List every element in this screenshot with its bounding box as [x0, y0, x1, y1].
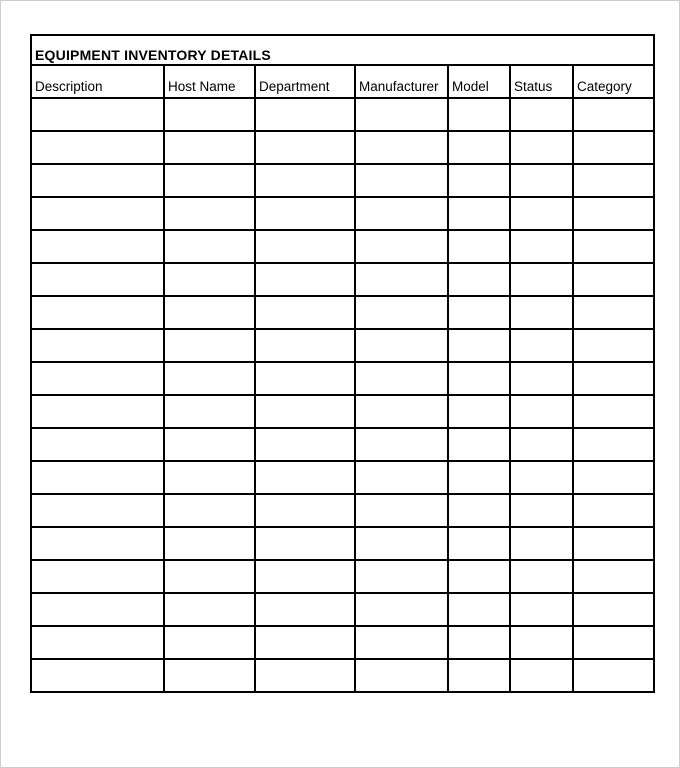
- table-cell-manufacturer[interactable]: [355, 263, 448, 296]
- table-cell-manufacturer[interactable]: [355, 197, 448, 230]
- table-row: [31, 593, 654, 626]
- table-cell-manufacturer[interactable]: [355, 164, 448, 197]
- table-cell-description[interactable]: [31, 329, 164, 362]
- table-cell-status[interactable]: [510, 593, 573, 626]
- table-row: [31, 395, 654, 428]
- table-cell-category[interactable]: [573, 164, 654, 197]
- table-cell-model[interactable]: [448, 461, 510, 494]
- table-cell-department[interactable]: [255, 263, 355, 296]
- table-cell-department[interactable]: [255, 593, 355, 626]
- table-cell-category[interactable]: [573, 395, 654, 428]
- table-cell-description[interactable]: [31, 263, 164, 296]
- table-cell-model[interactable]: [448, 98, 510, 131]
- table-cell-department[interactable]: [255, 560, 355, 593]
- table-cell-description[interactable]: [31, 164, 164, 197]
- table-cell-status[interactable]: [510, 659, 573, 692]
- table-cell-category[interactable]: [573, 560, 654, 593]
- table-cell-host-name[interactable]: [164, 659, 255, 692]
- table-row: [31, 329, 654, 362]
- table-cell-model[interactable]: [448, 428, 510, 461]
- column-header-department: Department: [255, 65, 355, 98]
- table-cell-status[interactable]: [510, 626, 573, 659]
- table-cell-category[interactable]: [573, 626, 654, 659]
- table-cell-department[interactable]: [255, 428, 355, 461]
- table-cell-model[interactable]: [448, 494, 510, 527]
- table-cell-category[interactable]: [573, 263, 654, 296]
- table-cell-host-name[interactable]: [164, 527, 255, 560]
- table-cell-category[interactable]: [573, 494, 654, 527]
- table-cell-description[interactable]: [31, 527, 164, 560]
- column-header-model: Model: [448, 65, 510, 98]
- table-cell-model[interactable]: [448, 263, 510, 296]
- table-cell-department[interactable]: [255, 329, 355, 362]
- table-cell-department[interactable]: [255, 296, 355, 329]
- table-cell-status[interactable]: [510, 494, 573, 527]
- table-row: [31, 626, 654, 659]
- table-cell-manufacturer[interactable]: [355, 461, 448, 494]
- table-cell-category[interactable]: [573, 428, 654, 461]
- table-cell-model[interactable]: [448, 362, 510, 395]
- table-row: [31, 494, 654, 527]
- table-cell-description[interactable]: [31, 296, 164, 329]
- table-cell-host-name[interactable]: [164, 98, 255, 131]
- table-cell-department[interactable]: [255, 395, 355, 428]
- table-cell-category[interactable]: [573, 461, 654, 494]
- table-cell-manufacturer[interactable]: [355, 395, 448, 428]
- table-cell-description[interactable]: [31, 395, 164, 428]
- table-cell-department[interactable]: [255, 527, 355, 560]
- column-header-manufacturer: Manufacturer: [355, 65, 448, 98]
- table-cell-description[interactable]: [31, 593, 164, 626]
- table-cell-manufacturer[interactable]: [355, 626, 448, 659]
- table-cell-category[interactable]: [573, 329, 654, 362]
- table-cell-description[interactable]: [31, 197, 164, 230]
- column-header-status: Status: [510, 65, 573, 98]
- table-cell-status[interactable]: [510, 362, 573, 395]
- table-row: [31, 98, 654, 131]
- table-cell-status[interactable]: [510, 395, 573, 428]
- table-cell-host-name[interactable]: [164, 362, 255, 395]
- table-cell-department[interactable]: [255, 494, 355, 527]
- table-cell-model[interactable]: [448, 395, 510, 428]
- table-cell-host-name[interactable]: [164, 395, 255, 428]
- table-cell-status[interactable]: [510, 197, 573, 230]
- table-cell-department[interactable]: [255, 461, 355, 494]
- table-row: [31, 230, 654, 263]
- table-cell-category[interactable]: [573, 98, 654, 131]
- table-cell-manufacturer[interactable]: [355, 98, 448, 131]
- column-header-host-name: Host Name: [164, 65, 255, 98]
- table-row: [31, 164, 654, 197]
- table-row: [31, 263, 654, 296]
- table-cell-host-name[interactable]: [164, 626, 255, 659]
- table-cell-manufacturer[interactable]: [355, 296, 448, 329]
- table-cell-description[interactable]: [31, 131, 164, 164]
- table-cell-host-name[interactable]: [164, 197, 255, 230]
- table-row: [31, 296, 654, 329]
- table-cell-department[interactable]: [255, 197, 355, 230]
- table-cell-status[interactable]: [510, 527, 573, 560]
- table-cell-status[interactable]: [510, 428, 573, 461]
- table-cell-model[interactable]: [448, 230, 510, 263]
- table-cell-description[interactable]: [31, 98, 164, 131]
- table-cell-model[interactable]: [448, 659, 510, 692]
- table-cell-description[interactable]: [31, 428, 164, 461]
- table-cell-status[interactable]: [510, 461, 573, 494]
- table-cell-status[interactable]: [510, 230, 573, 263]
- table-cell-model[interactable]: [448, 131, 510, 164]
- table-cell-category[interactable]: [573, 659, 654, 692]
- table-cell-description[interactable]: [31, 659, 164, 692]
- table-cell-model[interactable]: [448, 593, 510, 626]
- table-cell-department[interactable]: [255, 98, 355, 131]
- table-cell-category[interactable]: [573, 362, 654, 395]
- table-cell-description[interactable]: [31, 362, 164, 395]
- table-cell-host-name[interactable]: [164, 560, 255, 593]
- table-cell-department[interactable]: [255, 626, 355, 659]
- table-cell-model[interactable]: [448, 197, 510, 230]
- table-row: [31, 362, 654, 395]
- table-cell-status[interactable]: [510, 296, 573, 329]
- table-cell-category[interactable]: [573, 593, 654, 626]
- table-cell-department[interactable]: [255, 164, 355, 197]
- table-cell-category[interactable]: [573, 527, 654, 560]
- table-cell-description[interactable]: [31, 230, 164, 263]
- table-cell-host-name[interactable]: [164, 494, 255, 527]
- equipment-inventory-table: [30, 34, 655, 693]
- table-cell-host-name[interactable]: [164, 230, 255, 263]
- table-cell-manufacturer[interactable]: [355, 593, 448, 626]
- table-row: [31, 197, 654, 230]
- table-cell-manufacturer[interactable]: [355, 527, 448, 560]
- table-cell-status[interactable]: [510, 131, 573, 164]
- table-cell-description[interactable]: [31, 494, 164, 527]
- table-cell-model[interactable]: [448, 527, 510, 560]
- table-cell-manufacturer[interactable]: [355, 230, 448, 263]
- table-row: [31, 131, 654, 164]
- table-title: EQUIPMENT INVENTORY DETAILS: [31, 35, 654, 65]
- table-cell-model[interactable]: [448, 296, 510, 329]
- column-header-row: [31, 65, 654, 98]
- table-cell-department[interactable]: [255, 230, 355, 263]
- table-row: [31, 461, 654, 494]
- table-row: [31, 560, 654, 593]
- table-cell-department[interactable]: [255, 659, 355, 692]
- column-header-category: Category: [573, 65, 654, 98]
- table-cell-host-name[interactable]: [164, 461, 255, 494]
- table-cell-status[interactable]: [510, 263, 573, 296]
- table-cell-status[interactable]: [510, 560, 573, 593]
- table-cell-host-name[interactable]: [164, 593, 255, 626]
- table-cell-host-name[interactable]: [164, 428, 255, 461]
- table-title-row: [31, 35, 654, 65]
- table-cell-status[interactable]: [510, 329, 573, 362]
- table-cell-host-name[interactable]: [164, 296, 255, 329]
- table-cell-status[interactable]: [510, 98, 573, 131]
- table-cell-department[interactable]: [255, 131, 355, 164]
- table-cell-manufacturer[interactable]: [355, 659, 448, 692]
- table-row: [31, 659, 654, 692]
- column-header-description: Description: [31, 65, 164, 98]
- table-cell-category[interactable]: [573, 296, 654, 329]
- table-row: [31, 527, 654, 560]
- table-cell-host-name[interactable]: [164, 131, 255, 164]
- table-cell-host-name[interactable]: [164, 164, 255, 197]
- table-cell-status[interactable]: [510, 164, 573, 197]
- table-cell-category[interactable]: [573, 131, 654, 164]
- table-cell-manufacturer[interactable]: [355, 131, 448, 164]
- table-cell-model[interactable]: [448, 329, 510, 362]
- table-cell-manufacturer[interactable]: [355, 560, 448, 593]
- table-cell-manufacturer[interactable]: [355, 329, 448, 362]
- table-cell-manufacturer[interactable]: [355, 494, 448, 527]
- table-cell-manufacturer[interactable]: [355, 362, 448, 395]
- table-cell-category[interactable]: [573, 197, 654, 230]
- table-cell-category[interactable]: [573, 230, 654, 263]
- table-cell-manufacturer[interactable]: [355, 428, 448, 461]
- table-body: [31, 98, 654, 692]
- table-cell-model[interactable]: [448, 164, 510, 197]
- table-cell-description[interactable]: [31, 560, 164, 593]
- table-cell-description[interactable]: [31, 461, 164, 494]
- table-cell-host-name[interactable]: [164, 329, 255, 362]
- table-cell-description[interactable]: [31, 626, 164, 659]
- table-cell-model[interactable]: [448, 560, 510, 593]
- table-cell-department[interactable]: [255, 362, 355, 395]
- table-row: [31, 428, 654, 461]
- table-cell-host-name[interactable]: [164, 263, 255, 296]
- table-cell-model[interactable]: [448, 626, 510, 659]
